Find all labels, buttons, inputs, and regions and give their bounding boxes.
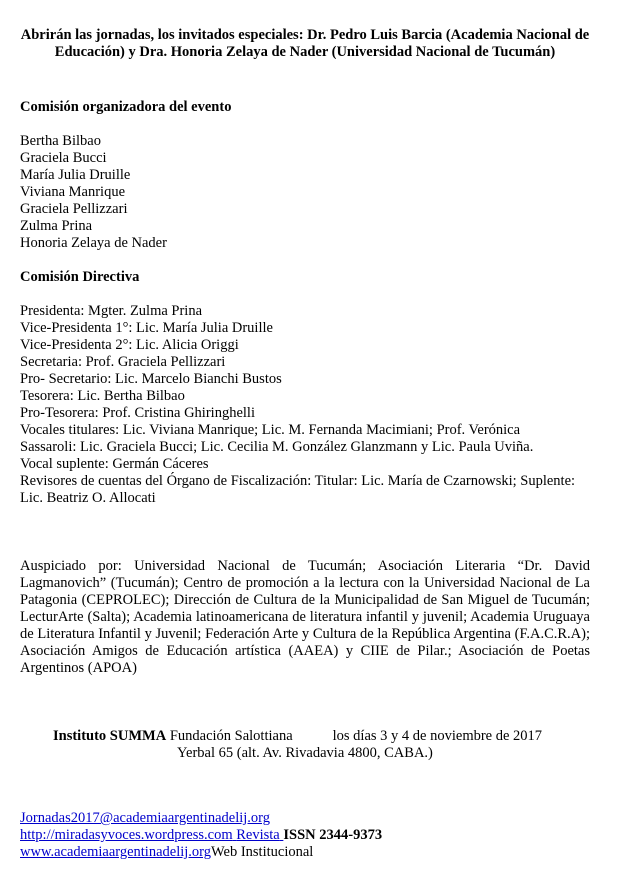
event-dates: los días 3 y 4 de noviembre de 2017 — [332, 728, 543, 744]
board-list — [20, 303, 590, 507]
organizing-committee-list — [20, 133, 590, 252]
contact-block — [20, 810, 610, 861]
opening-announcement: Abrirán las jornadas, los invitados especiales: Dr. Pedro Luis Barcia (Academia Nacional de Educación) y Dra. Honoria Zelaya de Nader (Universidad Nacional de Tucumán) — [20, 27, 590, 60]
issn-text: ISSN 2344-9373 — [283, 827, 383, 843]
email-link[interactable]: Jornadas2017@academiaargentinadelij.org — [20, 810, 270, 826]
board-heading: Comisión Directiva — [20, 269, 140, 285]
list-item: Vice-Presidenta 2°: Lic. Alicia Origgi — [20, 337, 239, 353]
list-item: Zulma Prina — [20, 218, 93, 234]
list-item: Secretaria: Prof. Graciela Pellizzari — [20, 354, 226, 370]
list-item: Pro- Secretario: Lic. Marcelo Bianchi Bustos — [20, 371, 282, 387]
list-item: Sassaroli: Lic. Graciela Bucci; Lic. Cecilia M. González Glanzmann y Lic. Paula Uviña. — [20, 439, 534, 455]
list-item: Viviana Manrique — [20, 184, 126, 200]
website-link[interactable]: www.academiaargentinadelij.org — [20, 844, 211, 860]
list-item: Vice-Presidenta 1°: Lic. María Julia Druille — [20, 320, 273, 336]
website-label: Web Institucional — [210, 844, 314, 860]
list-item: Lic. Beatriz O. Allocati — [20, 490, 156, 506]
list-item: Vocales titulares: Lic. Viviana Manrique; Lic. M. Fernanda Macimiani; Prof. Verónica — [20, 422, 521, 438]
organizing-committee-heading: Comisión organizadora del evento — [20, 99, 232, 115]
list-item: Revisores de cuentas del Órgano de Fiscalización: Titular: Lic. María de Czarnowski; Suplente: — [20, 473, 576, 489]
list-item: Pro-Tesorera: Prof. Cristina Ghiringhelli — [20, 405, 255, 421]
venue-address: Yerbal 65 (alt. Av. Rivadavia 4800, CABA.) — [177, 745, 433, 761]
list-item: Honoria Zelaya de Nader — [20, 235, 167, 251]
blog-url: http://miradasyvoces.wordpress.com — [20, 827, 233, 843]
list-item: Tesorera: Lic. Bertha Bilbao — [20, 388, 185, 404]
list-item: Vocal suplente: Germán Cáceres — [20, 456, 209, 472]
document-page — [20, 27, 590, 762]
blog-label: Revista — [236, 827, 280, 843]
list-item: Graciela Bucci — [20, 150, 107, 166]
institute-name: Instituto SUMMA — [53, 728, 167, 744]
sponsors-paragraph: Auspiciado por: Universidad Nacional de Tucumán; Asociación Literaria “Dr. David Lagmanovich” (Tucumán); Centro de promoción a la lectura con la Universidad Nacional de La Patagonia (CEPROLEC); Dirección de Cultura de la Municipalidad de San Miguel de Tucumán; LecturArte (Salta); Academia latinoamericana de literatura infantil y juvenil; Academia Uruguaya de Literatura Infantil y Juvenil; Federación Arte y Cultura de la República Argentina (F.A.C.R.A); Asociación Amigos de Educación artística (AAEA) y CIIE de Pilar.; Asociación de Poetas Argentinos (APOA) — [20, 558, 590, 676]
list-item: Presidenta: Mgter. Zulma Prina — [20, 303, 203, 319]
foundation-name: Fundación Salottiana — [169, 728, 293, 744]
blog-link[interactable] — [20, 827, 283, 843]
list-item: María Julia Druille — [20, 167, 131, 183]
list-item: Bertha Bilbao — [20, 133, 101, 149]
venue-info — [20, 728, 590, 762]
list-item: Graciela Pellizzari — [20, 201, 128, 217]
